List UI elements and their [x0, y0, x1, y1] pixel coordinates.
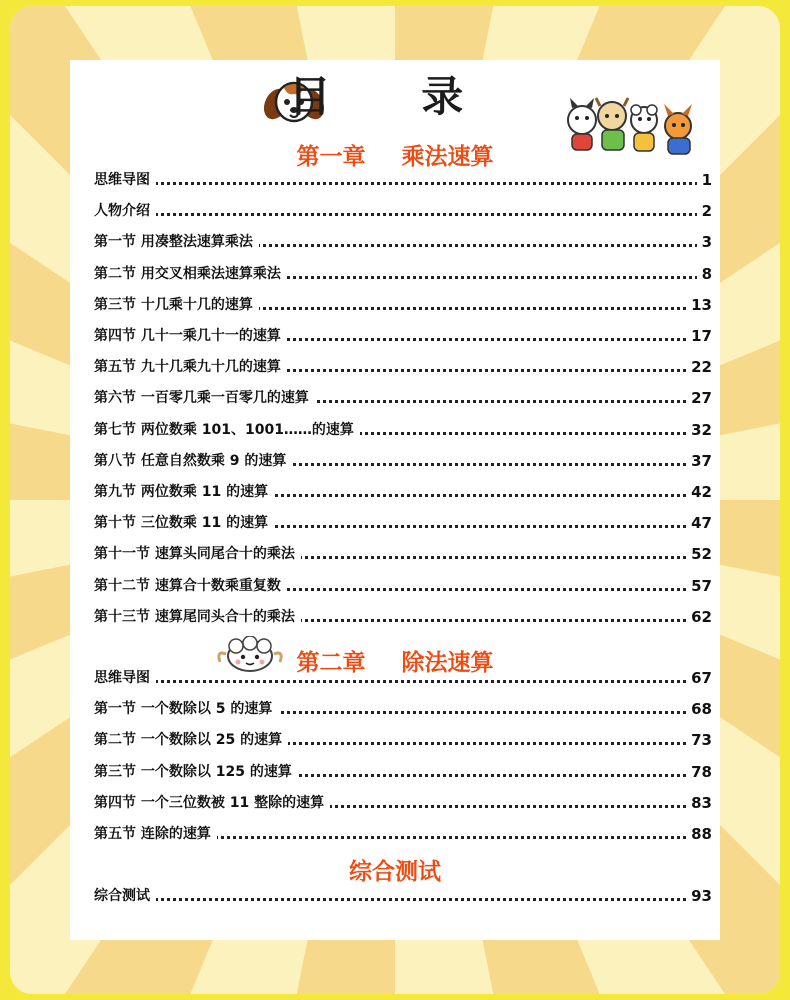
- toc-entry-page: 37: [686, 450, 712, 472]
- toc-entry-title: 第十二节 速算合十数乘重复数: [94, 575, 287, 597]
- toc-entry-title: 思维导图: [94, 667, 156, 689]
- toc-entry-page: 32: [686, 419, 712, 441]
- toc-entry-title: 第四节 一个三位数被 11 整除的速算: [94, 792, 330, 814]
- toc-entry-title: 第九节 两位数乘 11 的速算: [94, 481, 274, 503]
- toc-entry-title: 第二节 用交叉相乘法速算乘法: [94, 263, 287, 285]
- toc-entry-title: 第五节 九十几乘九十几的速算: [94, 356, 287, 378]
- toc-entry-page: 42: [686, 481, 712, 503]
- toc-entry-title: 思维导图: [94, 169, 156, 191]
- toc-entry[interactable]: [94, 356, 712, 378]
- toc-entry-page: 3: [697, 231, 712, 253]
- toc-entry[interactable]: [94, 512, 712, 534]
- toc-entry-title: 第八节 任意自然数乘 9 的速算: [94, 450, 292, 472]
- toc-entry[interactable]: [94, 575, 712, 597]
- toc-entry-title: 第十节 三位数乘 11 的速算: [94, 512, 274, 534]
- page-title: 目 录: [288, 72, 502, 121]
- toc-entry-title: 第一节 用凑整法速算乘法: [94, 231, 259, 253]
- toc-entry-title: 第三节 一个数除以 125 的速算: [94, 761, 298, 783]
- chapter-number: 第二章: [296, 650, 366, 676]
- toc-entry-title: 综合测试: [94, 885, 156, 907]
- toc-entry[interactable]: [94, 792, 712, 814]
- toc-entry[interactable]: [94, 481, 712, 503]
- toc-entry-page: 2: [697, 200, 712, 222]
- toc-entry-page: 93: [686, 885, 712, 907]
- toc-entry[interactable]: [94, 729, 712, 751]
- toc-entry[interactable]: [94, 263, 712, 285]
- toc-entry[interactable]: [94, 325, 712, 347]
- toc-entry[interactable]: [94, 823, 712, 845]
- chapter-title: 除法速算: [401, 650, 494, 676]
- toc-entry[interactable]: [94, 606, 712, 628]
- toc-entry-title: 第十一节 速算头同尾合十的乘法: [94, 543, 301, 565]
- toc-entry-page: 17: [686, 325, 712, 347]
- chapter-title: 综合测试: [349, 859, 441, 885]
- toc-entry[interactable]: [94, 885, 712, 907]
- toc-entry-page: 13: [686, 294, 712, 316]
- toc-entry[interactable]: [94, 543, 712, 565]
- toc-entry-title: 第五节 连除的速算: [94, 823, 217, 845]
- toc-entry-page: 52: [686, 543, 712, 565]
- chapter-heading-multiplication: [0, 138, 790, 171]
- toc-entry[interactable]: [94, 761, 712, 783]
- toc-entry[interactable]: [94, 667, 712, 689]
- toc-entry-page: 47: [686, 512, 712, 534]
- toc-entry[interactable]: [94, 169, 712, 191]
- toc-entry[interactable]: [94, 419, 712, 441]
- toc-entry-page: 88: [686, 823, 712, 845]
- toc-entry[interactable]: [94, 387, 712, 409]
- toc-entry-title: 第二节 一个数除以 25 的速算: [94, 729, 288, 751]
- chapter-title: 乘法速算: [401, 144, 494, 170]
- dot-leader: [94, 898, 712, 901]
- toc-entry-page: 68: [686, 698, 712, 720]
- toc-entry-page: 78: [686, 761, 712, 783]
- toc-entry-page: 27: [686, 387, 712, 409]
- toc-entry-title: 第七节 两位数乘 101、1001……的速算: [94, 419, 360, 441]
- dot-leader: [94, 680, 712, 683]
- toc-entry[interactable]: [94, 231, 712, 253]
- toc-entry-page: 83: [686, 792, 712, 814]
- toc-entry-page: 73: [686, 729, 712, 751]
- toc-entry-title: 第十三节 速算尾同头合十的乘法: [94, 606, 301, 628]
- toc-entry-page: 67: [686, 667, 712, 689]
- toc-entry-page: 57: [686, 575, 712, 597]
- toc-entry[interactable]: [94, 294, 712, 316]
- chapter-heading-test: [0, 853, 790, 886]
- dot-leader: [94, 213, 712, 216]
- toc-entry-title: 第四节 几十一乘几十一的速算: [94, 325, 287, 347]
- toc-entry-page: 1: [697, 169, 712, 191]
- toc-entry-page: 8: [697, 263, 712, 285]
- toc-entry-page: 22: [686, 356, 712, 378]
- toc-entry-title: 第一节 一个数除以 5 的速算: [94, 698, 278, 720]
- chapter-number: 第一章: [296, 144, 366, 170]
- toc-entry[interactable]: [94, 698, 712, 720]
- toc-entry-title: 第三节 十几乘十几的速算: [94, 294, 259, 316]
- toc-entry-title: 第六节 一百零几乘一百零几的速算: [94, 387, 315, 409]
- toc-entry[interactable]: [94, 200, 712, 222]
- dot-leader: [94, 182, 712, 185]
- toc-entry[interactable]: [94, 450, 712, 472]
- toc-entry-title: 人物介绍: [94, 200, 156, 222]
- toc-entry-page: 62: [686, 606, 712, 628]
